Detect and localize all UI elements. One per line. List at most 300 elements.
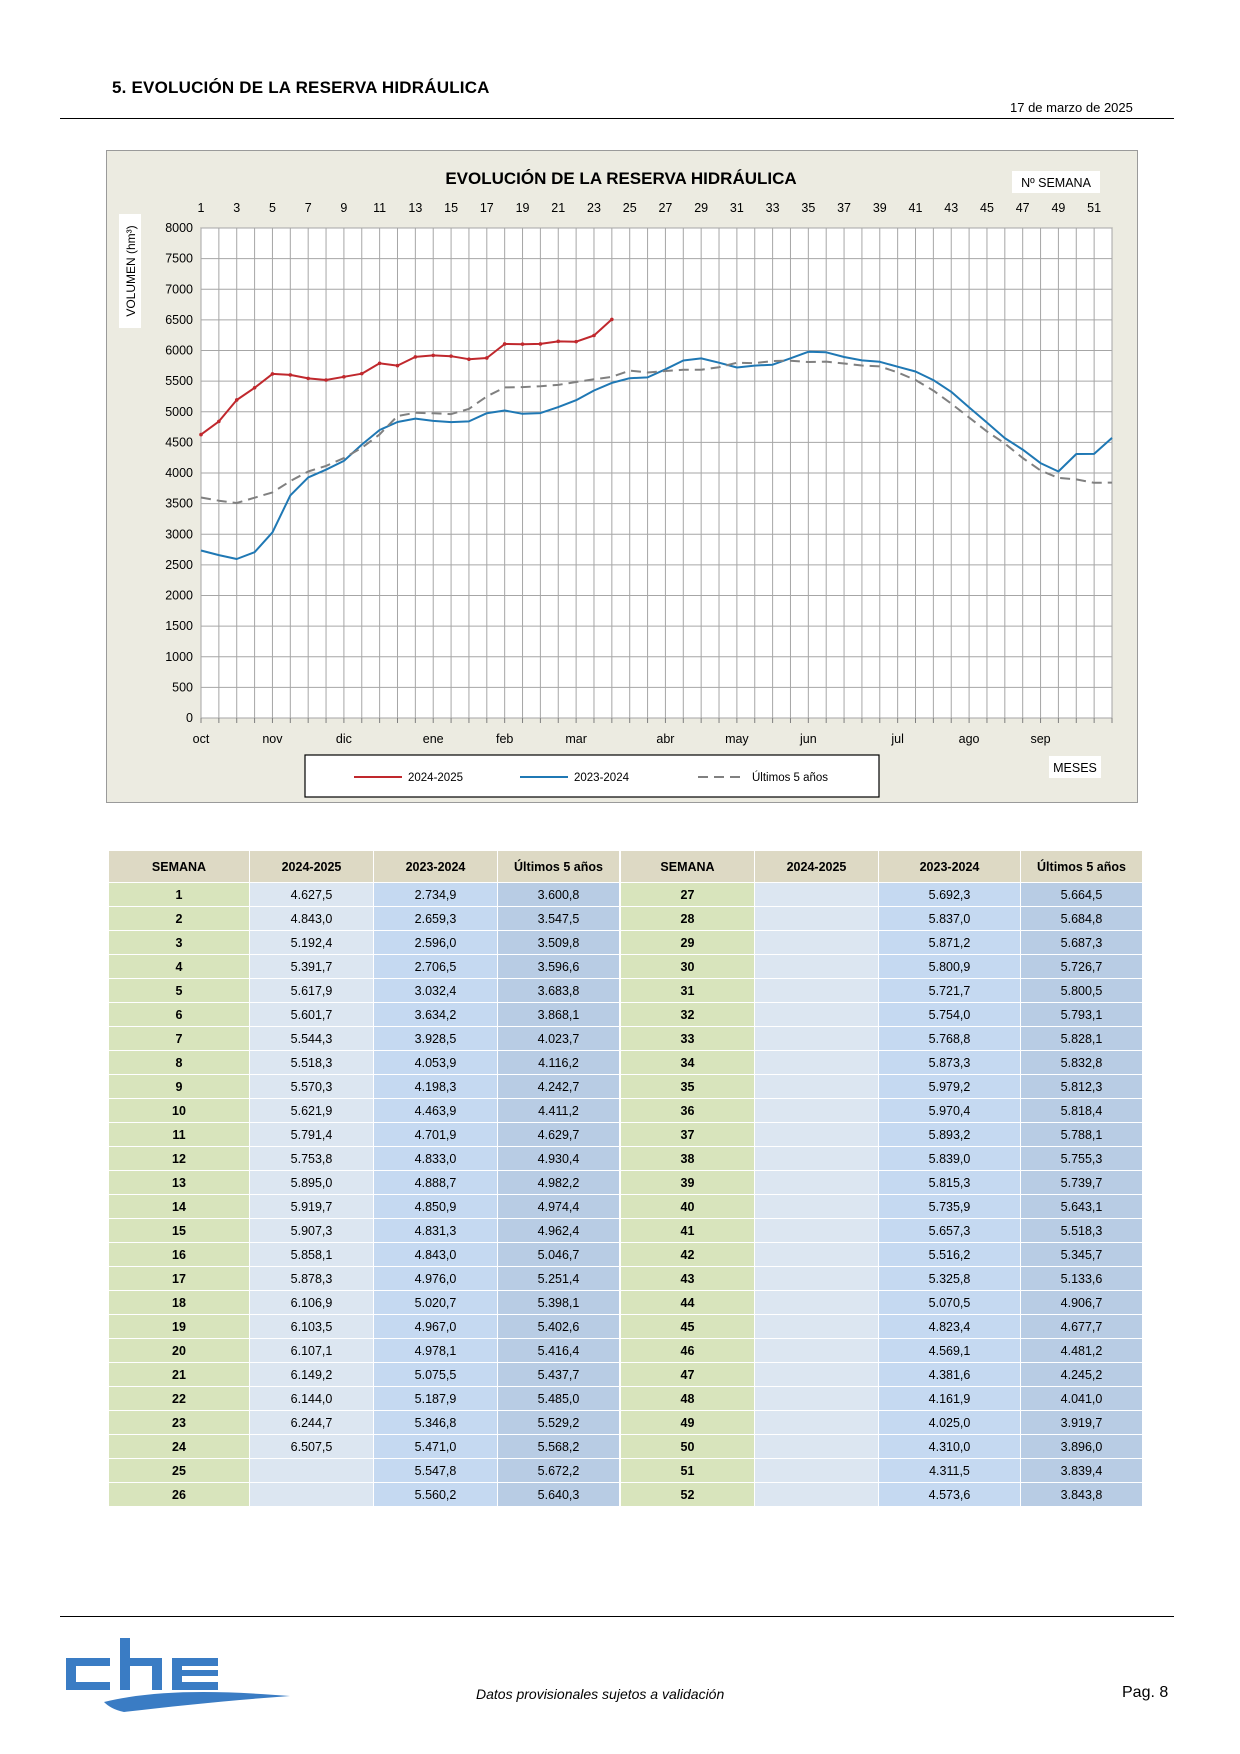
week-cell: 20 bbox=[109, 1339, 250, 1363]
week-cell: 44 bbox=[621, 1291, 755, 1315]
value-2024-2025-cell bbox=[755, 1315, 879, 1339]
week-cell: 32 bbox=[621, 1003, 755, 1027]
value-last-5-years-cell: 3.896,0 bbox=[1021, 1435, 1143, 1459]
week-tick-label: 35 bbox=[801, 201, 816, 215]
data-point-2024-2025 bbox=[539, 342, 543, 346]
table-row bbox=[109, 1339, 620, 1363]
value-last-5-years-cell: 4.974,4 bbox=[498, 1195, 620, 1219]
week-cell: 11 bbox=[109, 1123, 250, 1147]
data-point-2024-2025 bbox=[521, 342, 525, 346]
table-row bbox=[621, 1195, 1143, 1219]
value-2023-2024-cell: 4.701,9 bbox=[374, 1123, 498, 1147]
week-cell: 36 bbox=[621, 1099, 755, 1123]
col-header-week: SEMANA bbox=[621, 851, 755, 883]
value-2023-2024-cell: 4.976,0 bbox=[374, 1267, 498, 1291]
value-2023-2024-cell: 5.560,2 bbox=[374, 1483, 498, 1507]
y-tick-label: 6000 bbox=[165, 343, 193, 358]
value-2024-2025-cell: 6.149,2 bbox=[250, 1363, 374, 1387]
value-2023-2024-cell: 4.198,3 bbox=[374, 1075, 498, 1099]
table-row bbox=[109, 955, 620, 979]
week-cell: 7 bbox=[109, 1027, 250, 1051]
value-2024-2025-cell: 5.621,9 bbox=[250, 1099, 374, 1123]
value-2023-2024-cell: 5.020,7 bbox=[374, 1291, 498, 1315]
value-last-5-years-cell: 5.818,4 bbox=[1021, 1099, 1143, 1123]
week-cell: 5 bbox=[109, 979, 250, 1003]
week-tick-label: 29 bbox=[694, 201, 709, 215]
week-cell: 40 bbox=[621, 1195, 755, 1219]
value-2024-2025-cell bbox=[755, 955, 879, 979]
week-tick-label: 19 bbox=[515, 201, 530, 215]
value-2023-2024-cell: 5.471,0 bbox=[374, 1435, 498, 1459]
value-last-5-years-cell: 3.600,8 bbox=[498, 883, 620, 907]
value-2024-2025-cell bbox=[755, 1411, 879, 1435]
y-tick-label: 1500 bbox=[165, 619, 193, 634]
y-tick-label: 2000 bbox=[165, 588, 193, 603]
month-tick-label: may bbox=[725, 732, 749, 746]
value-2024-2025-cell bbox=[755, 1243, 879, 1267]
week-tick-label: 43 bbox=[944, 201, 959, 215]
value-2023-2024-cell: 5.871,2 bbox=[879, 931, 1021, 955]
week-cell: 51 bbox=[621, 1459, 755, 1483]
value-2024-2025-cell bbox=[755, 1291, 879, 1315]
week-tick-label: 23 bbox=[587, 201, 601, 215]
value-2023-2024-cell: 5.346,8 bbox=[374, 1411, 498, 1435]
value-2023-2024-cell: 4.823,4 bbox=[879, 1315, 1021, 1339]
value-2023-2024-cell: 4.978,1 bbox=[374, 1339, 498, 1363]
value-2024-2025-cell bbox=[755, 1171, 879, 1195]
week-cell: 21 bbox=[109, 1363, 250, 1387]
value-last-5-years-cell: 4.411,2 bbox=[498, 1099, 620, 1123]
legend-label: Últimos 5 años bbox=[752, 772, 829, 784]
data-point-2024-2025 bbox=[503, 342, 507, 346]
data-point-2024-2025 bbox=[556, 340, 560, 344]
week-cell: 1 bbox=[109, 883, 250, 907]
value-2023-2024-cell: 3.928,5 bbox=[374, 1027, 498, 1051]
value-2023-2024-cell: 5.325,8 bbox=[879, 1267, 1021, 1291]
data-point-2024-2025 bbox=[217, 420, 221, 424]
value-last-5-years-cell: 3.843,8 bbox=[1021, 1483, 1143, 1507]
che-logo bbox=[64, 1636, 294, 1716]
value-last-5-years-cell: 5.398,1 bbox=[498, 1291, 620, 1315]
week-cell: 26 bbox=[109, 1483, 250, 1507]
value-2023-2024-cell: 5.657,3 bbox=[879, 1219, 1021, 1243]
week-cell: 4 bbox=[109, 955, 250, 979]
value-2024-2025-cell: 5.544,3 bbox=[250, 1027, 374, 1051]
value-last-5-years-cell: 3.596,6 bbox=[498, 955, 620, 979]
value-2024-2025-cell bbox=[755, 1219, 879, 1243]
week-tick-label: 1 bbox=[197, 201, 205, 215]
value-last-5-years-cell: 3.683,8 bbox=[498, 979, 620, 1003]
value-last-5-years-cell: 5.518,3 bbox=[1021, 1219, 1143, 1243]
week-cell: 39 bbox=[621, 1171, 755, 1195]
data-point-2024-2025 bbox=[378, 361, 382, 365]
value-2024-2025-cell bbox=[755, 1387, 879, 1411]
data-point-2024-2025 bbox=[449, 354, 453, 358]
y-tick-label: 6500 bbox=[165, 312, 193, 327]
value-last-5-years-cell: 4.982,2 bbox=[498, 1171, 620, 1195]
y-tick-label: 5500 bbox=[165, 374, 193, 389]
value-last-5-years-cell: 4.629,7 bbox=[498, 1123, 620, 1147]
value-2024-2025-cell: 5.895,0 bbox=[250, 1171, 374, 1195]
week-cell: 52 bbox=[621, 1483, 755, 1507]
value-2024-2025-cell: 5.601,7 bbox=[250, 1003, 374, 1027]
data-point-2024-2025 bbox=[306, 377, 310, 381]
y-tick-label: 2500 bbox=[165, 557, 193, 572]
data-point-2024-2025 bbox=[199, 433, 203, 437]
value-2024-2025-cell: 5.570,3 bbox=[250, 1075, 374, 1099]
value-last-5-years-cell: 5.755,3 bbox=[1021, 1147, 1143, 1171]
table-row bbox=[109, 1003, 620, 1027]
data-point-2024-2025 bbox=[271, 372, 275, 376]
value-2023-2024-cell: 5.516,2 bbox=[879, 1243, 1021, 1267]
week-cell: 13 bbox=[109, 1171, 250, 1195]
value-2024-2025-cell bbox=[755, 979, 879, 1003]
value-last-5-years-cell: 5.568,2 bbox=[498, 1435, 620, 1459]
table-row bbox=[621, 979, 1143, 1003]
months-axis-label: MESES bbox=[1053, 761, 1097, 775]
data-point-2024-2025 bbox=[324, 378, 328, 382]
week-cell: 45 bbox=[621, 1315, 755, 1339]
table-row bbox=[621, 1051, 1143, 1075]
table-row bbox=[109, 1483, 620, 1507]
month-tick-label: oct bbox=[192, 732, 210, 746]
month-tick-label: dic bbox=[335, 732, 352, 746]
value-last-5-years-cell: 4.930,4 bbox=[498, 1147, 620, 1171]
col-header-2024-2025: 2024-2025 bbox=[755, 851, 879, 883]
value-last-5-years-cell: 4.481,2 bbox=[1021, 1339, 1143, 1363]
week-cell: 33 bbox=[621, 1027, 755, 1051]
value-2023-2024-cell: 4.381,6 bbox=[879, 1363, 1021, 1387]
y-axis-label: VOLUMEN (hm³) bbox=[124, 225, 138, 317]
value-2024-2025-cell bbox=[755, 1339, 879, 1363]
value-2023-2024-cell: 2.659,3 bbox=[374, 907, 498, 931]
table-row bbox=[621, 1267, 1143, 1291]
table-row bbox=[621, 1027, 1143, 1051]
table-row bbox=[109, 1027, 620, 1051]
week-axis-label: Nº SEMANA bbox=[1021, 176, 1091, 190]
month-tick-label: jun bbox=[799, 732, 817, 746]
value-2024-2025-cell bbox=[755, 1459, 879, 1483]
value-2023-2024-cell: 5.815,3 bbox=[879, 1171, 1021, 1195]
table-row bbox=[621, 1435, 1143, 1459]
table-row bbox=[621, 1243, 1143, 1267]
week-tick-label: 11 bbox=[373, 201, 387, 215]
value-2023-2024-cell: 5.547,8 bbox=[374, 1459, 498, 1483]
table-row bbox=[109, 907, 620, 931]
week-cell: 42 bbox=[621, 1243, 755, 1267]
value-2024-2025-cell bbox=[755, 1003, 879, 1027]
value-2024-2025-cell: 5.791,4 bbox=[250, 1123, 374, 1147]
y-tick-label: 0 bbox=[186, 711, 193, 725]
value-last-5-years-cell: 5.529,2 bbox=[498, 1411, 620, 1435]
value-2024-2025-cell bbox=[755, 1483, 879, 1507]
week-cell: 12 bbox=[109, 1147, 250, 1171]
col-header-last-5-years: Últimos 5 años bbox=[1021, 851, 1143, 883]
col-header-2024-2025: 2024-2025 bbox=[250, 851, 374, 883]
week-cell: 41 bbox=[621, 1219, 755, 1243]
value-2024-2025-cell bbox=[755, 1267, 879, 1291]
value-2023-2024-cell: 5.070,5 bbox=[879, 1291, 1021, 1315]
week-cell: 25 bbox=[109, 1459, 250, 1483]
data-point-2024-2025 bbox=[396, 364, 400, 368]
value-2023-2024-cell: 4.888,7 bbox=[374, 1171, 498, 1195]
value-2023-2024-cell: 3.032,4 bbox=[374, 979, 498, 1003]
value-last-5-years-cell: 5.251,4 bbox=[498, 1267, 620, 1291]
value-2023-2024-cell: 3.634,2 bbox=[374, 1003, 498, 1027]
table-row bbox=[109, 1051, 620, 1075]
value-2024-2025-cell bbox=[755, 907, 879, 931]
table-row bbox=[109, 1123, 620, 1147]
table-row bbox=[621, 1339, 1143, 1363]
data-point-2024-2025 bbox=[592, 334, 596, 338]
value-last-5-years-cell: 5.416,4 bbox=[498, 1339, 620, 1363]
table-row bbox=[109, 931, 620, 955]
week-cell: 17 bbox=[109, 1267, 250, 1291]
month-tick-label: abr bbox=[656, 732, 675, 746]
value-2023-2024-cell: 5.754,0 bbox=[879, 1003, 1021, 1027]
data-point-2024-2025 bbox=[574, 340, 578, 344]
week-cell: 29 bbox=[621, 931, 755, 955]
week-cell: 48 bbox=[621, 1387, 755, 1411]
value-2024-2025-cell: 6.507,5 bbox=[250, 1435, 374, 1459]
month-tick-label: nov bbox=[262, 732, 283, 746]
value-last-5-years-cell: 5.812,3 bbox=[1021, 1075, 1143, 1099]
col-header-2023-2024: 2023-2024 bbox=[879, 851, 1021, 883]
value-last-5-years-cell: 3.547,5 bbox=[498, 907, 620, 931]
value-2024-2025-cell: 6.107,1 bbox=[250, 1339, 374, 1363]
page-number: Pag. 8 bbox=[1122, 1684, 1169, 1701]
week-tick-label: 45 bbox=[980, 201, 994, 215]
value-2024-2025-cell: 5.192,4 bbox=[250, 931, 374, 955]
value-2023-2024-cell: 2.596,0 bbox=[374, 931, 498, 955]
value-2023-2024-cell: 5.873,3 bbox=[879, 1051, 1021, 1075]
week-tick-label: 15 bbox=[444, 201, 459, 215]
week-tick-label: 47 bbox=[1015, 201, 1030, 215]
weekly-table-right bbox=[620, 850, 1143, 1507]
y-tick-label: 3500 bbox=[165, 496, 193, 511]
value-2023-2024-cell: 5.768,8 bbox=[879, 1027, 1021, 1051]
value-last-5-years-cell: 5.788,1 bbox=[1021, 1123, 1143, 1147]
value-2023-2024-cell: 4.161,9 bbox=[879, 1387, 1021, 1411]
table-row bbox=[109, 979, 620, 1003]
table-row bbox=[109, 1291, 620, 1315]
week-cell: 24 bbox=[109, 1435, 250, 1459]
table-row bbox=[621, 1483, 1143, 1507]
value-2024-2025-cell: 5.391,7 bbox=[250, 955, 374, 979]
value-2024-2025-cell bbox=[755, 931, 879, 955]
table-row bbox=[109, 883, 620, 907]
value-last-5-years-cell: 4.906,7 bbox=[1021, 1291, 1143, 1315]
y-tick-label: 4500 bbox=[165, 435, 193, 450]
y-tick-label: 3000 bbox=[165, 527, 193, 542]
data-point-2024-2025 bbox=[253, 386, 257, 390]
col-header-2023-2024: 2023-2024 bbox=[374, 851, 498, 883]
week-tick-label: 13 bbox=[408, 201, 423, 215]
value-2023-2024-cell: 4.463,9 bbox=[374, 1099, 498, 1123]
week-cell: 31 bbox=[621, 979, 755, 1003]
week-cell: 27 bbox=[621, 883, 755, 907]
value-2024-2025-cell: 5.858,1 bbox=[250, 1243, 374, 1267]
data-point-2024-2025 bbox=[360, 372, 364, 376]
y-tick-label: 4000 bbox=[165, 466, 193, 480]
week-tick-label: 25 bbox=[622, 201, 637, 215]
value-2023-2024-cell: 5.839,0 bbox=[879, 1147, 1021, 1171]
data-point-2024-2025 bbox=[342, 375, 346, 379]
value-last-5-years-cell: 5.793,1 bbox=[1021, 1003, 1143, 1027]
value-last-5-years-cell: 5.046,7 bbox=[498, 1243, 620, 1267]
table-row bbox=[621, 1147, 1143, 1171]
value-2024-2025-cell bbox=[755, 1147, 879, 1171]
y-tick-label: 1000 bbox=[165, 649, 193, 664]
table-row bbox=[109, 1243, 620, 1267]
value-2024-2025-cell bbox=[755, 1195, 879, 1219]
value-2024-2025-cell: 4.843,0 bbox=[250, 907, 374, 931]
value-2023-2024-cell: 5.692,3 bbox=[879, 883, 1021, 907]
value-last-5-years-cell: 4.023,7 bbox=[498, 1027, 620, 1051]
y-tick-label: 8000 bbox=[165, 221, 193, 235]
table-row bbox=[109, 1315, 620, 1339]
value-last-5-years-cell: 4.116,2 bbox=[498, 1051, 620, 1075]
week-tick-label: 7 bbox=[304, 201, 312, 215]
value-2023-2024-cell: 4.573,6 bbox=[879, 1483, 1021, 1507]
table-row bbox=[109, 1171, 620, 1195]
month-tick-label: jul bbox=[891, 732, 904, 746]
week-cell: 38 bbox=[621, 1147, 755, 1171]
value-last-5-years-cell: 4.677,7 bbox=[1021, 1315, 1143, 1339]
week-cell: 35 bbox=[621, 1075, 755, 1099]
y-tick-label: 7000 bbox=[165, 282, 193, 297]
value-last-5-years-cell: 3.868,1 bbox=[498, 1003, 620, 1027]
week-cell: 47 bbox=[621, 1363, 755, 1387]
week-cell: 8 bbox=[109, 1051, 250, 1075]
month-tick-label: mar bbox=[565, 732, 587, 746]
table-row bbox=[621, 907, 1143, 931]
week-tick-label: 49 bbox=[1051, 201, 1066, 215]
week-tick-label: 17 bbox=[479, 201, 494, 215]
value-last-5-years-cell: 4.962,4 bbox=[498, 1219, 620, 1243]
value-2024-2025-cell: 6.244,7 bbox=[250, 1411, 374, 1435]
week-tick-label: 5 bbox=[268, 201, 276, 215]
table-row bbox=[109, 1411, 620, 1435]
value-2023-2024-cell: 5.800,9 bbox=[879, 955, 1021, 979]
value-2023-2024-cell: 4.310,0 bbox=[879, 1435, 1021, 1459]
value-last-5-years-cell: 5.684,8 bbox=[1021, 907, 1143, 931]
value-2024-2025-cell: 5.907,3 bbox=[250, 1219, 374, 1243]
month-tick-label: ene bbox=[422, 732, 444, 746]
value-last-5-years-cell: 5.664,5 bbox=[1021, 883, 1143, 907]
week-tick-label: 9 bbox=[340, 201, 348, 215]
value-2024-2025-cell bbox=[755, 1075, 879, 1099]
table-row bbox=[621, 1363, 1143, 1387]
week-cell: 6 bbox=[109, 1003, 250, 1027]
value-2023-2024-cell: 2.734,9 bbox=[374, 883, 498, 907]
data-point-2024-2025 bbox=[414, 355, 418, 359]
value-2023-2024-cell: 5.075,5 bbox=[374, 1363, 498, 1387]
week-cell: 28 bbox=[621, 907, 755, 931]
value-2023-2024-cell: 5.970,4 bbox=[879, 1099, 1021, 1123]
value-2024-2025-cell bbox=[755, 1099, 879, 1123]
table-row bbox=[621, 1291, 1143, 1315]
table-row bbox=[621, 1003, 1143, 1027]
value-2023-2024-cell: 5.735,9 bbox=[879, 1195, 1021, 1219]
value-last-5-years-cell: 5.739,7 bbox=[1021, 1171, 1143, 1195]
value-last-5-years-cell: 4.245,2 bbox=[1021, 1363, 1143, 1387]
value-2023-2024-cell: 4.311,5 bbox=[879, 1459, 1021, 1483]
value-last-5-years-cell: 5.687,3 bbox=[1021, 931, 1143, 955]
value-last-5-years-cell: 5.726,7 bbox=[1021, 955, 1143, 979]
value-2023-2024-cell: 4.850,9 bbox=[374, 1195, 498, 1219]
week-cell: 3 bbox=[109, 931, 250, 955]
data-point-2024-2025 bbox=[467, 357, 471, 361]
week-cell: 15 bbox=[109, 1219, 250, 1243]
week-cell: 14 bbox=[109, 1195, 250, 1219]
table-row bbox=[621, 1123, 1143, 1147]
value-last-5-years-cell: 4.041,0 bbox=[1021, 1387, 1143, 1411]
data-point-2024-2025 bbox=[289, 373, 293, 377]
value-2024-2025-cell bbox=[755, 1363, 879, 1387]
week-cell: 19 bbox=[109, 1315, 250, 1339]
week-cell: 16 bbox=[109, 1243, 250, 1267]
value-2024-2025-cell: 6.103,5 bbox=[250, 1315, 374, 1339]
week-cell: 43 bbox=[621, 1267, 755, 1291]
week-cell: 50 bbox=[621, 1435, 755, 1459]
week-cell: 9 bbox=[109, 1075, 250, 1099]
value-last-5-years-cell: 3.839,4 bbox=[1021, 1459, 1143, 1483]
value-2023-2024-cell: 5.187,9 bbox=[374, 1387, 498, 1411]
report-date: 17 de marzo de 2025 bbox=[1010, 100, 1133, 115]
week-tick-label: 51 bbox=[1087, 201, 1102, 215]
value-2023-2024-cell: 5.721,7 bbox=[879, 979, 1021, 1003]
week-cell: 2 bbox=[109, 907, 250, 931]
value-last-5-years-cell: 5.345,7 bbox=[1021, 1243, 1143, 1267]
value-last-5-years-cell: 5.800,5 bbox=[1021, 979, 1143, 1003]
col-header-week: SEMANA bbox=[109, 851, 250, 883]
reserve-chart bbox=[106, 150, 1138, 803]
legend-label: 2024-2025 bbox=[408, 772, 463, 784]
value-2024-2025-cell bbox=[755, 883, 879, 907]
week-tick-label: 33 bbox=[765, 201, 780, 215]
value-2024-2025-cell bbox=[250, 1459, 374, 1483]
value-last-5-years-cell: 5.640,3 bbox=[498, 1483, 620, 1507]
y-tick-label: 5000 bbox=[165, 404, 193, 419]
table-row bbox=[621, 1411, 1143, 1435]
table-row bbox=[109, 1267, 620, 1291]
table-row bbox=[109, 1147, 620, 1171]
value-last-5-years-cell: 3.919,7 bbox=[1021, 1411, 1143, 1435]
value-2024-2025-cell bbox=[755, 1123, 879, 1147]
y-tick-label: 7500 bbox=[165, 251, 193, 266]
footer-note: Datos provisionales sujetos a validación bbox=[476, 1686, 725, 1702]
week-cell: 18 bbox=[109, 1291, 250, 1315]
value-2024-2025-cell: 4.627,5 bbox=[250, 883, 374, 907]
week-tick-label: 27 bbox=[658, 201, 673, 215]
table-row bbox=[621, 931, 1143, 955]
value-2023-2024-cell: 4.833,0 bbox=[374, 1147, 498, 1171]
week-cell: 30 bbox=[621, 955, 755, 979]
value-2024-2025-cell bbox=[755, 1027, 879, 1051]
data-point-2024-2025 bbox=[610, 318, 614, 322]
value-2024-2025-cell: 6.144,0 bbox=[250, 1387, 374, 1411]
value-2024-2025-cell: 5.753,8 bbox=[250, 1147, 374, 1171]
table-row bbox=[109, 1387, 620, 1411]
table-row bbox=[621, 1075, 1143, 1099]
y-tick-label: 500 bbox=[172, 680, 193, 695]
value-2023-2024-cell: 5.893,2 bbox=[879, 1123, 1021, 1147]
value-2023-2024-cell: 2.706,5 bbox=[374, 955, 498, 979]
table-row bbox=[621, 1171, 1143, 1195]
value-2024-2025-cell bbox=[755, 1435, 879, 1459]
week-cell: 22 bbox=[109, 1387, 250, 1411]
